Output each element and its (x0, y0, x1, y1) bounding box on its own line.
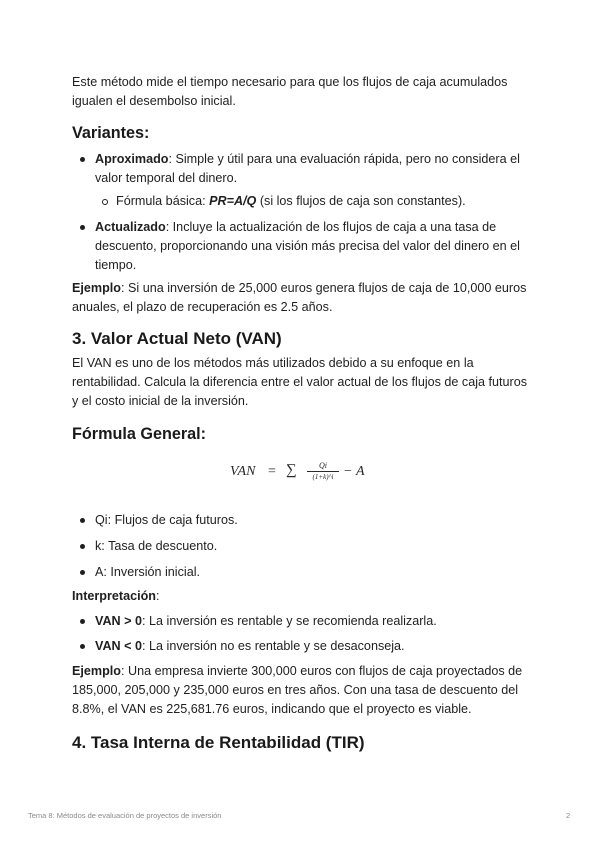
formula-eq: = (268, 464, 276, 479)
aproximado-text: : Simple y útil para una evaluación rápida, pero no considera el valor temporal del dinero. (95, 152, 520, 185)
ejemplo-1-label: Ejemplo (72, 281, 121, 295)
van-heading: 3. Valor Actual Neto (VAN) (72, 329, 282, 348)
variantes-heading: Variantes: (72, 124, 150, 142)
aproximado-label: Aproximado (95, 152, 169, 166)
formula-denominator: (1+k)^i (312, 473, 334, 481)
bullet-dot-icon (80, 157, 85, 162)
bullet-dot-icon (80, 544, 85, 549)
van-negative-label: VAN < 0 (95, 639, 143, 653)
ejemplo-2 (72, 662, 534, 719)
bullet-dot-icon (80, 518, 85, 523)
ejemplo-1-text: : Si una inversión de 25,000 euros genera flujos de caja de 10,000 euros anuales, el plazo de recuperación es 2.5 años. (72, 281, 527, 314)
van-negative-text: : La inversión no es rentable y se desaconseja. (142, 639, 405, 653)
van-formula (230, 459, 390, 489)
bullet-dot-icon (80, 619, 85, 624)
formula-numerator: Qi (319, 461, 327, 470)
interpretacion-label: Interpretación: (72, 589, 160, 603)
van-intro: El VAN es uno de los métodos más utilizados debido a su enfoque en la rentabilidad. Calcula la diferencia entre el valor actual de los flujos de caja futuros y el costo inicial de la inversión. (72, 356, 528, 408)
bullet-circle-icon (102, 199, 108, 205)
bullet-dot-icon (80, 225, 85, 230)
formula-fraction-bar (307, 471, 339, 472)
formula-lhs: VAN (230, 464, 256, 479)
var-qi-text: Qi: Flujos de caja futuros. (95, 513, 238, 527)
var-a-text: A: Inversión inicial. (95, 565, 200, 579)
formula-basica-formula: PR=A/Q (209, 194, 257, 208)
formula-sum: ∑ (286, 462, 297, 478)
formula-rhs: A (356, 464, 365, 479)
bullet-dot-icon (80, 644, 85, 649)
actualizado-label: Actualizado (95, 220, 166, 234)
actualizado-text: : Incluye la actualización de los flujos de caja a una tasa de descuento, proporcionando una visión más precisa del valor del dinero en el tiempo. (95, 220, 520, 272)
intro-paragraph: Este método mide el tiempo necesario para que los flujos de caja acumulados igualen el desembolso inicial. (72, 75, 508, 108)
formula-basica-pre: Fórmula básica: (116, 194, 210, 208)
ejemplo-2-text: : Una empresa invierte 300,000 euros con flujos de caja proyectados de 185,000, 205,000 y 235,000 euros en tres años. Con una tasa de descuento del 8.8%, el VAN es 225,681.76 euros, indicando que el proyecto es viable. (72, 664, 523, 716)
van-positive-label: VAN > 0 (95, 614, 143, 628)
formula-minus: − (344, 464, 352, 479)
formula-basica-post: (si los flujos de caja son constantes). (256, 194, 466, 208)
tir-heading: 4. Tasa Interna de Rentabilidad (TIR) (72, 733, 365, 752)
var-k-text: k: Tasa de descuento. (95, 539, 218, 553)
ejemplo-2-label: Ejemplo (72, 664, 121, 678)
footer-title: Tema 8: Métodos de evaluación de proyectos de inversión (28, 811, 222, 820)
formula-general-heading: Fórmula General: (72, 425, 207, 443)
bullet-dot-icon (80, 570, 85, 575)
van-positive-text: : La inversión es rentable y se recomienda realizarla. (142, 614, 437, 628)
page-number: 2 (566, 811, 571, 820)
ejemplo-1 (72, 279, 534, 317)
